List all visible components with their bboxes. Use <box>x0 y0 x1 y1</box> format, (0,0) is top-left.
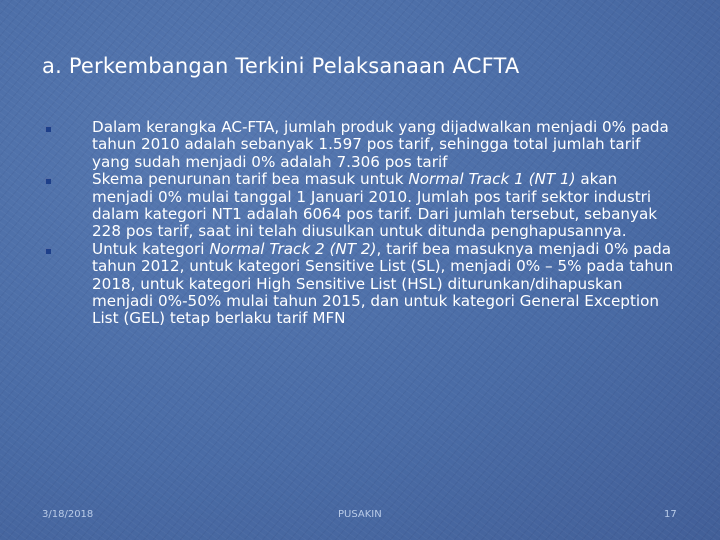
square-bullet-icon <box>45 178 51 184</box>
bullet-italic-term: Normal Track 2 (NT 2) <box>209 239 377 258</box>
bullet-text-part: , tarif bea masuknya menjadi 0% pada tahun 2012, untuk kategori Sensitive List (SL), menjadi 0% – 5% pada tahun 2018, untuk kategori High Sensitive List (HSL) diturunkan/dihapuskan menjadi 0%-50% mulai tahun 2015, dan untuk kategori General Exception List (GEL) tetap berlaku tarif MFN <box>92 239 674 328</box>
square-bullet-icon <box>45 126 51 132</box>
footer-organization: PUSAKIN <box>338 509 382 520</box>
bullet-text <box>92 170 657 240</box>
bullet-text-part: Skema penurunan tarif bea masuk untuk <box>92 170 409 189</box>
bullet-text <box>92 240 673 328</box>
square-bullet-icon <box>45 248 51 254</box>
bullet-text-part: Dalam kerangka AC-FTA, jumlah produk yang dijadwalkan menjadi 0% pada tahun 2010 adalah sebanyak 1.597 pos tarif, sehingga total jumlah tarif yang sudah menjadi 0% adalah 7.306 pos tarif <box>92 118 669 171</box>
bullet-text <box>92 118 669 171</box>
bullet-text-part: Untuk kategori <box>92 239 210 258</box>
bullet-list <box>42 119 682 328</box>
footer-date: 3/18/2018 <box>42 509 94 520</box>
bullet-item <box>42 241 682 328</box>
slide-title: a. Perkembangan Terkini Pelaksanaan ACFTA <box>42 54 520 78</box>
bullet-italic-term: Normal Track 1 (NT 1) <box>408 170 576 189</box>
page-number: 17 <box>664 509 677 520</box>
bullet-item <box>42 171 682 241</box>
bullet-item <box>42 119 682 171</box>
bullet-text-part: akan menjadi 0% mulai tanggal 1 Januari 2010. Jumlah pos tarif sektor industri dalam kategori NT1 adalah 6064 pos tarif. Dari jumlah tersebut, sebanyak 228 pos tarif, saat ini telah diusulkan untuk ditunda penghapusannya. <box>92 170 658 241</box>
